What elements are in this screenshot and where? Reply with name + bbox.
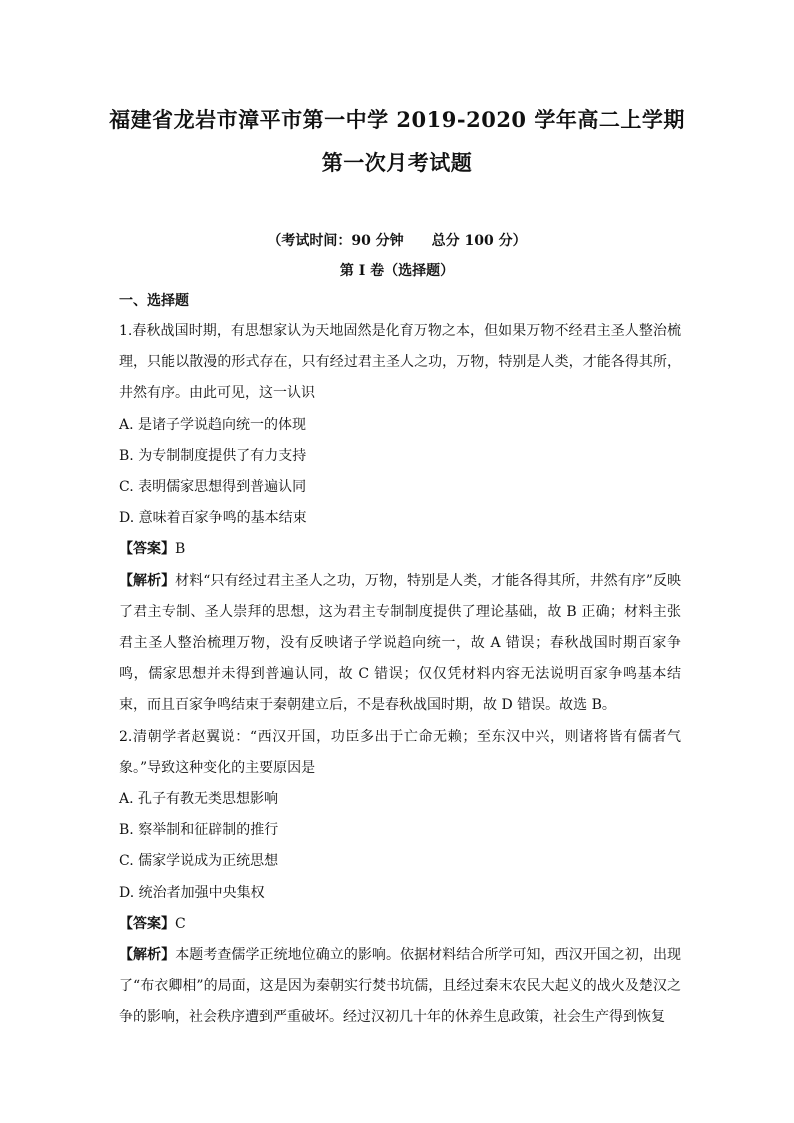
- section-heading: 一、选择题: [119, 293, 189, 309]
- question-stem: 1.春秋战国时期，有思想家认为天地固然是化育万物之本，但如果万物不经君主圣人整治梳理，只能以散漫的形式存在，只有经过君主圣人之功，万物，特别是人类，才能各得其所，井然有序。由此可见，这一认识: [119, 323, 681, 402]
- option-a: A. 是诸子学说趋向统一的体现: [119, 416, 307, 433]
- option-d: D. 统治者加强中央集权: [119, 884, 265, 901]
- volume-heading: 第 I 卷（选择题）: [339, 263, 455, 279]
- document-title-line1: 福建省龙岩市漳平市第一中学 2019-2020 学年高二上学期: [109, 107, 685, 132]
- answer-line: [119, 909, 681, 940]
- option-b: B. 察举制和征辟制的推行: [119, 822, 279, 839]
- option-d: D. 意味着百家争鸣的基本结束: [119, 510, 307, 527]
- answer-value: C: [175, 915, 186, 932]
- option-a: A. 孔子有教无类思想影响: [119, 791, 279, 808]
- option-c: C. 儒家学说成为正统思想: [119, 853, 279, 870]
- analysis-paragraph: [119, 566, 681, 722]
- analysis-label: 【解析】: [119, 947, 176, 964]
- analysis-text: 材料“只有经过君主圣人之功，万物，特别是人类，才能各得其所，井然有序”反映了君主专制、圣人崇拜的思想，这为君主专制制度提供了理论基础，故 B 正确；材料主张君主圣人整治梳理万物，没有反映诸子学说趋向统一，故 A 错误；春秋战国时期百家争鸣，儒家思想并未得到普遍认同，故 C 错误；仅仅凭材料内容无法说明百家争鸣基本结束，而且百家争鸣结束于秦朝建立后，不是春秋战国时期，故 D 错误。故选 B。: [119, 572, 682, 714]
- answer-label: 【答案】: [119, 915, 175, 932]
- exam-info: （考试时间：90 分钟 总分 100 分）: [267, 233, 527, 249]
- question-stem: 2.清朝学者赵翼说：“西汉开国，功臣多出于亡命无赖；至东汉中兴，则诸将皆有儒者气象。”导致这种变化的主要原因是: [119, 728, 681, 776]
- answer-value: B: [175, 541, 186, 558]
- document-title-line2: 第一次月考试题: [321, 150, 473, 175]
- answer-line: [119, 534, 681, 565]
- option-b: B. 为专制制度提供了有力支持: [119, 447, 307, 464]
- analysis-label: 【解析】: [119, 572, 176, 589]
- questions-body: [119, 316, 681, 1034]
- analysis-text: 本题考查儒学正统地位确立的影响。依据材料结合所学可知，西汉开国之初，出现了“布衣卿相”的局面，这是因为秦朝实行焚书坑儒，且经过秦末农民大起义的战火及楚汉之争的影响，社会秩序遭到严重破坏。经过汉初几十年的休养生息政策，社会生产得到恢复: [119, 947, 682, 1026]
- option-c: C. 表明儒家思想得到普遍认同: [119, 479, 307, 496]
- analysis-paragraph: [119, 940, 681, 1034]
- answer-label: 【答案】: [119, 541, 175, 558]
